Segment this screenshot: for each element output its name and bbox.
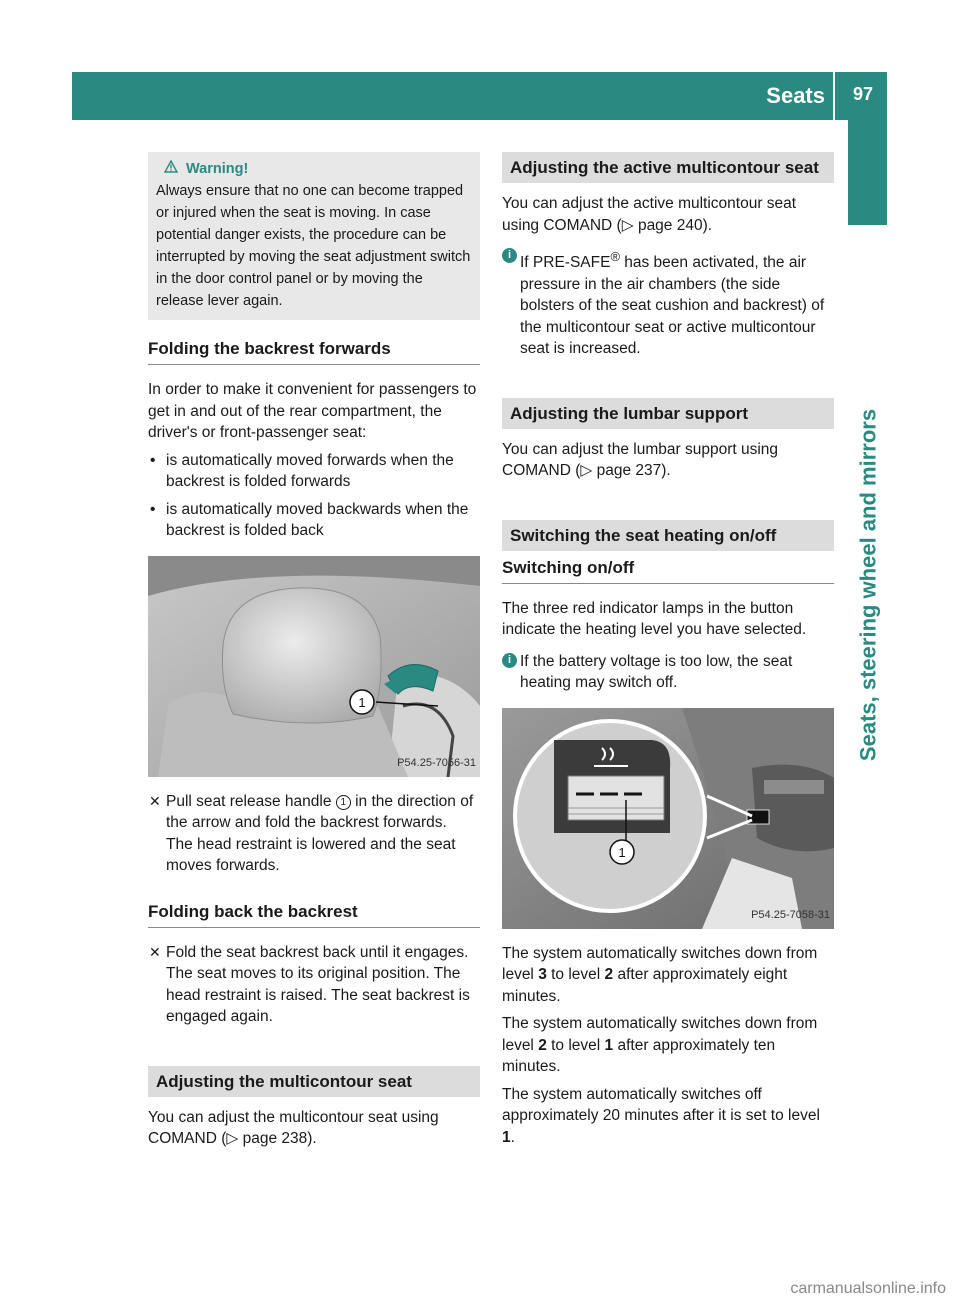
left-column [148,152,480,1150]
heating-text: The three red indicator lamps in the button indicate the heating level you have selected. [502,599,807,639]
page-number: 97 [852,84,873,104]
instruction-step: ✕ Fold the seat backrest back until it engages. The seat moves to its original position. The head restraint is raised. The seat backrest is engaged again. [149,943,470,1025]
heating-paragraph-2: The system automatically switches down from level 2 to level 1 after approximately ten minutes. [502,1015,818,1076]
heating-paragraph-1: The system automatically switches down from level 3 to level 2 after approximately eight minutes. [502,944,818,1005]
info-note: i If PRE-SAFE® has been activated, the air pressure in the air chambers (the side bolsters of the seat cushion and backrest) of the multicontour seat or active multicontour seat is increased. [502,246,834,360]
seat-heating-button-photo [502,708,834,929]
multicontour-text: You can adjust the multicontour seat using COMAND (▷ page 238). [148,1108,439,1147]
warning-box [148,152,480,320]
warning-title: Warning! [186,161,249,177]
chapter-label: Seats, steering wheel and mirrors [855,408,881,762]
heading-folding-forward: Folding the backrest forwards [148,338,480,365]
heading-multicontour: Adjusting the multicontour seat [148,1066,480,1097]
lumbar-text: You can adjust the lumbar support using COMAND (▷ page 237). [502,440,779,480]
callout-number: 1 [618,844,626,860]
heating-paragraph-3: The system automatically switches off approximately 20 minutes after it is set to level 1. [502,1085,820,1146]
heading-active-multicontour: Adjusting the active multicontour seat [502,152,834,183]
backrest-release-photo [148,556,480,777]
step-arrow-icon: ✕ [149,792,161,809]
heading-lumbar: Adjusting the lumbar support [502,398,834,429]
warning-triangle-icon [164,158,180,180]
list-item: • is automatically moved forwards when the backrest is folded forwards [150,451,454,490]
footer-watermark: carmanualsonline.info [790,1280,946,1297]
step-result: The seat moves to its original position. The head restraint is raised. The seat backrest is engaged again. [166,965,470,1025]
page-header-bar [72,72,887,120]
active-multicontour-text: You can adjust the active multicontour seat using COMAND (▷ page 240). [502,195,797,234]
info-icon: i [502,653,517,668]
image-code: P54.25-7056-31 [397,757,476,769]
subheading-switching: Switching on/off [502,557,834,584]
right-column [502,152,834,1148]
warning-heading [156,158,472,180]
chapter-tab-marker [848,120,887,225]
info-note: i If the battery voltage is too low, the seat heating may switch off. [502,651,834,694]
chapter-label-container [853,370,883,800]
folding-forward-intro: In order to make it convenient for passengers to get in and out of the rear compartment, the driver's or front-passenger seat: [148,381,477,441]
info-icon: i [502,248,517,263]
heading-seat-heating: Switching the seat heating on/off [502,520,834,551]
section-title: Seats [766,83,825,108]
step-arrow-icon: ✕ [149,943,161,960]
instruction-step: ✕ Pull seat release handle 1 in the direction of the arrow and fold the backrest forwards. The head restraint is lowered and the seat moves forwards. [149,792,474,874]
callout-ref: 1 [336,795,351,810]
callout-number: 1 [358,694,366,710]
list-item: • is automatically moved backwards when the backrest is folded back [150,500,469,539]
step-result: The head restraint is lowered and the seat moves forwards. [166,835,456,874]
warning-text: Always ensure that no one can become trapped or injured when the seat is moving. In case potential danger exists, the procedure can be interrupted by moving the seat adjustment switch in the door control panel or by moving the release lever again. [156,183,471,309]
header-separator [833,72,835,120]
heading-folding-back: Folding back the backrest [148,901,480,928]
image-code: P54.25-7058-31 [751,909,830,922]
